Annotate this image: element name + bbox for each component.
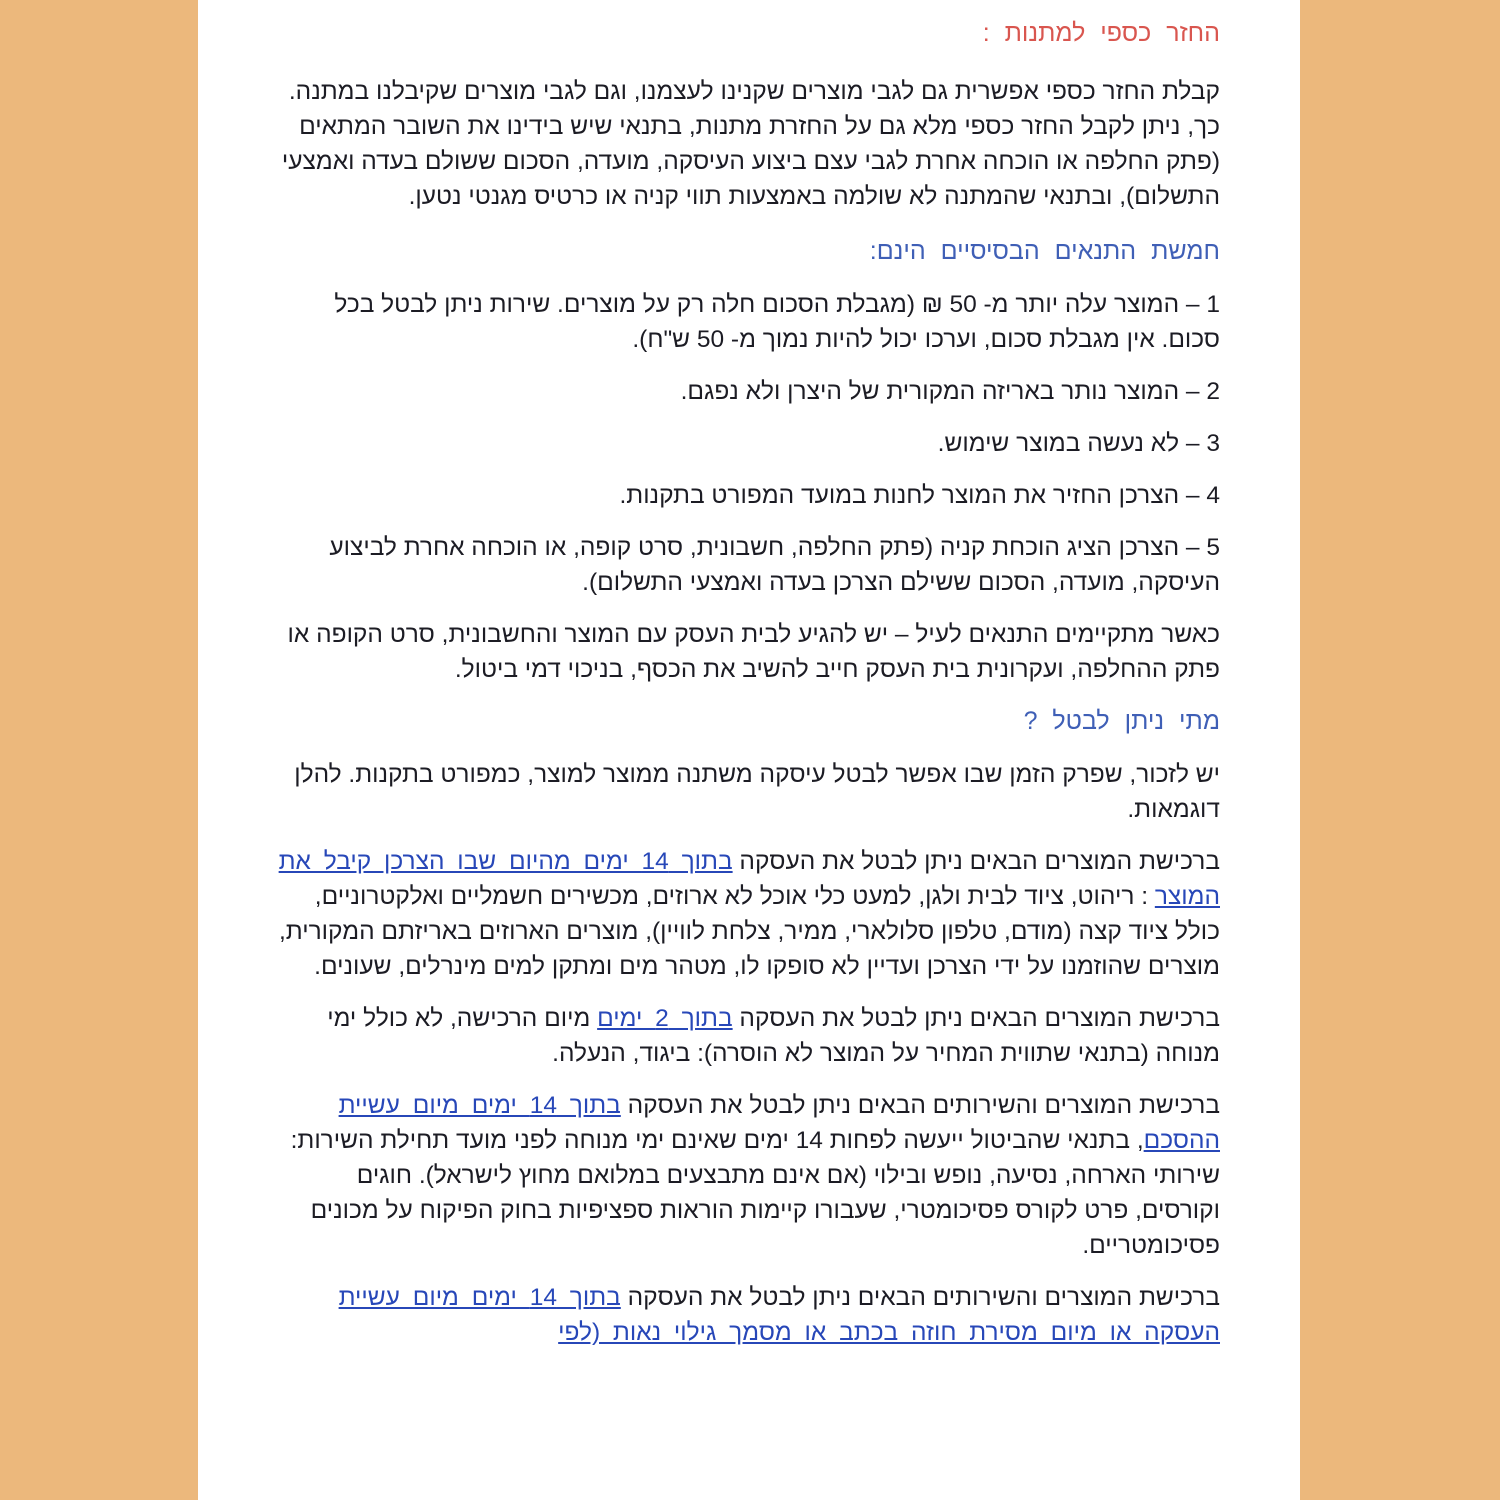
cancel-block-2-link[interactable]: בתוך 2 ימים (597, 1005, 733, 1032)
cancel-block-3-text: ברכישת המוצרים והשירותים הבאים ניתן לבטל את העסקה (620, 1092, 1220, 1119)
cancel-block-4 (278, 1280, 1220, 1350)
document-page (198, 0, 1300, 1500)
cancel-block-3-rest: , בתנאי שהביטול ייעשה לפחות 14 ימים שאינם ימי מנוחה לפני מועד תחילת השירות: שירותי הארחה, נסיעה, נופש ובילוי (אם אינם מתבצעים במלואם מחוץ לישראל). חוגים וקורסים, פרט לקורס פסיכומטרי, שעבורו קיימות הוראות ספציפיות בחוק הפיקוח על מכונים פסיכומטריים. (290, 1127, 1220, 1259)
cancel-block-3-link[interactable]: בתוך 14 ימים מיום עשיית ההסכם (338, 1092, 1220, 1154)
cancel-block-4-link[interactable]: בתוך 14 ימים מיום עשיית העסקה או מיום מסירת חוזה בכתב או מסמך גילוי נאות (לפי (338, 1284, 1220, 1346)
condition-item-3: 3 – לא נעשה במוצר שימוש. (937, 430, 1220, 457)
condition-item-2: 2 – המוצר נותר באריזה המקורית של היצרן ולא נפגם. (680, 378, 1220, 405)
cancel-block-2-rest: מיום הרכישה, לא כולל ימי מנוחה (בתנאי שתווית המחיר על המוצר לא הוסרה): ביגוד, הנעלה. (327, 1005, 1220, 1067)
conditions-heading: חמשת התנאים הבסיסיים הינם: (869, 237, 1220, 265)
intro-paragraph: קבלת החזר כספי אפשרית גם לגבי מוצרים שקנינו לעצמנו, וגם לגבי מוצרים שקיבלנו במתנה. כך, ניתן לקבל החזר כספי מלא גם על החזרת מתנות, בתנאי שיש בידינו את השובר המתאים (פתק החלפה או הוכחה אחרת לגבי עצם ביצוע העיסקה, מועדה, הסכום ששולם בעדה ואמצעי התשלום), ובתנאי שהמתנה לא שולמה באמצעות תווי קניה או כרטיס מגנטי נטען. (281, 78, 1220, 210)
cancel-block-2 (278, 1001, 1220, 1071)
cancel-block-1 (278, 844, 1220, 984)
condition-item-4: 4 – הצרכן החזיר את המוצר לחנות במועד המפורט בתקנות. (619, 482, 1220, 509)
cancel-heading: מתי ניתן לבטל ? (1023, 707, 1220, 735)
cancel-block-4-text: ברכישת המוצרים והשירותים הבאים ניתן לבטל את העסקה (620, 1284, 1220, 1311)
cancel-block-1-text: ברכישת המוצרים הבאים ניתן לבטל את העסקה (732, 848, 1220, 875)
cancel-intro-paragraph: יש לזכור, שפרק הזמן שבו אפשר לבטל עיסקה משתנה ממוצר למוצר, כמפורט בתקנות. להלן דוגמאות. (294, 761, 1220, 823)
refund-heading: החזר כספי למתנות : (982, 19, 1220, 47)
condition-item-1: 1 – המוצר עלה יותר מ- 50 ₪ (מגבלת הסכום חלה רק על מוצרים. שירות ניתן לבטל בכל סכום. אין מגבלת סכום, וערכו יכול להיות נמוך מ- 50 ש"ח). (334, 291, 1220, 353)
cancel-block-1-rest: : ריהוט, ציוד לבית ולגן, למעט כלי אוכל לא ארוזים, מכשירים חשמליים ואלקטרוניים, כולל ציוד קצה (מודם, טלפון סלולארי, ממיר, צלחת לוויין), מוצרים הארוזים באריזתם המקורית, מוצרים שהוזמנו על ידי הצרכן ועדיין לא סופקו לו, מטהר מים ומתקן למים מינרלים, שעונים. (278, 883, 1220, 980)
cancel-block-2-text: ברכישת המוצרים הבאים ניתן לבטל את העסקה (732, 1005, 1220, 1032)
after-conditions-paragraph: כאשר מתקיימים התנאים לעיל – יש להגיע לבית העסק עם המוצר והחשבונית, סרט הקופה או פתק ההחלפה, ועקרונית בית העסק חייב להשיב את הכסף, בניכוי דמי ביטול. (287, 621, 1220, 683)
condition-item-5: 5 – הצרכן הציג הוכחת קניה (פתק החלפה, חשבונית, סרט קופה, או הוכחה אחרת לביצוע העיסקה, מועדה, הסכום ששילם הצרכן בעדה ואמצעי התשלום). (329, 534, 1220, 596)
cancel-block-3 (278, 1088, 1220, 1263)
cancel-block-1-link[interactable]: בתוך 14 ימים מהיום שבו הצרכן קיבל את המוצר (278, 848, 1220, 910)
